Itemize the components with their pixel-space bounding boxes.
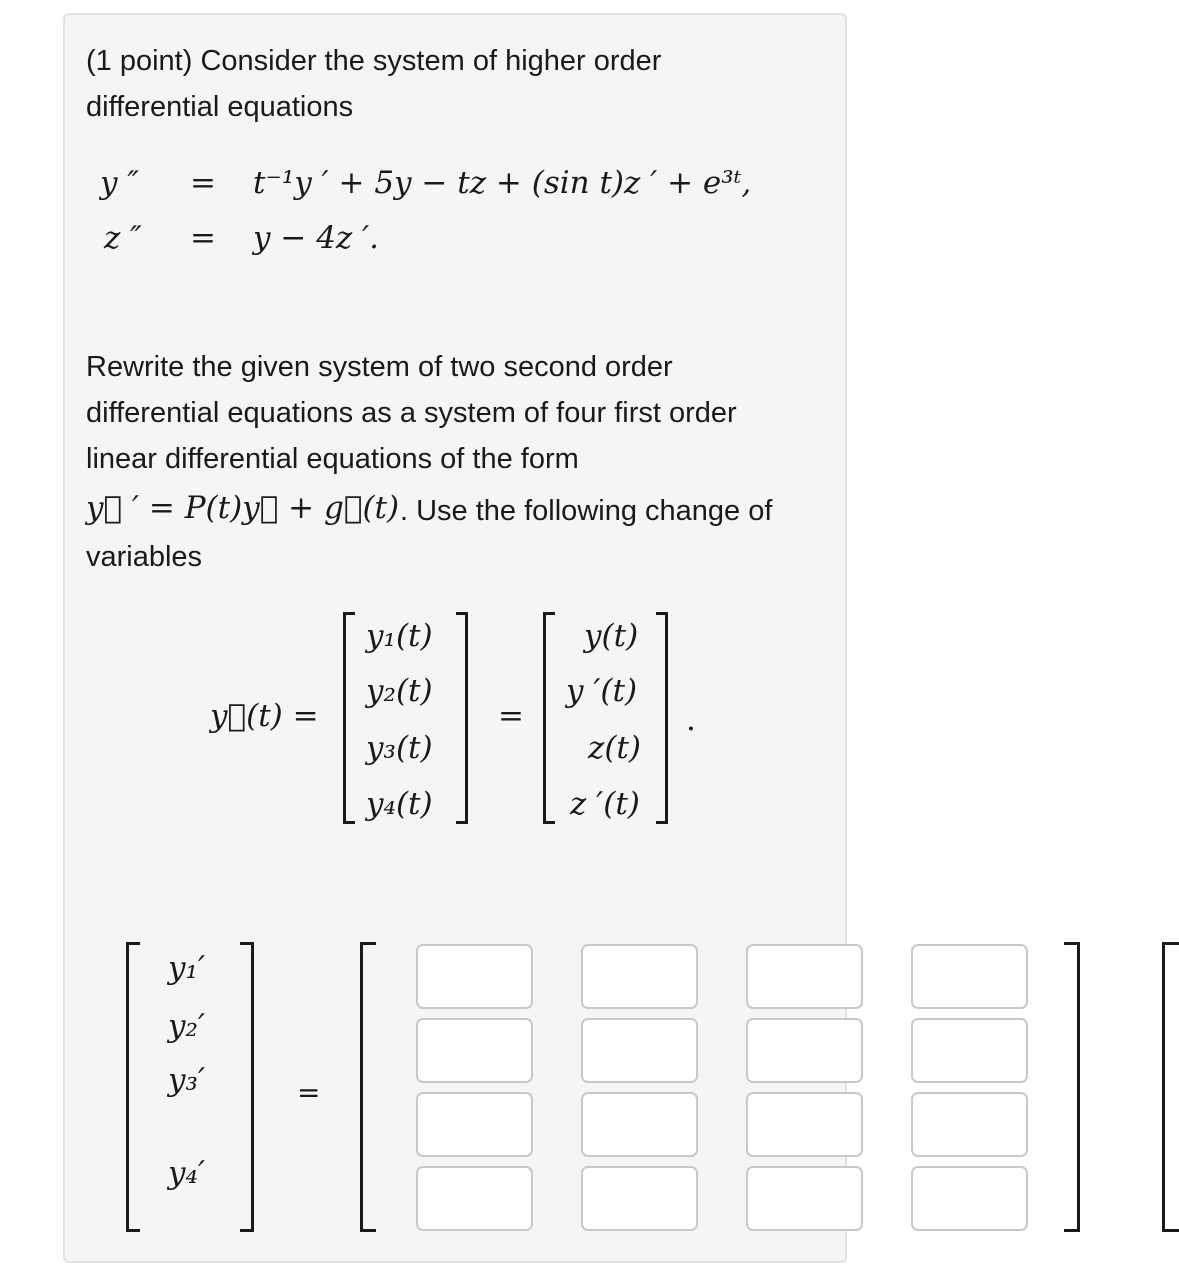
cov-middle-y1: y₁(t) bbox=[366, 618, 433, 654]
answer-lhs-y1prime: y₁′ bbox=[168, 950, 205, 986]
answer-equals: = bbox=[297, 1076, 321, 1109]
cov-middle-right-bracket bbox=[456, 612, 468, 824]
matrix-left-bracket bbox=[360, 942, 376, 1232]
eq1-lhs: y ″ bbox=[100, 165, 139, 201]
eq1-rhs: t⁻¹y ′ + 5y − tz + (sin t)z ′ + e³ᵗ, bbox=[253, 165, 752, 201]
eq2-equals: = bbox=[190, 220, 216, 256]
matrix-input-r2-c2[interactable] bbox=[581, 1018, 698, 1083]
matrix-input-r1-c2[interactable] bbox=[581, 944, 698, 1009]
matrix-input-r4-c3[interactable] bbox=[746, 1166, 863, 1231]
intro-text-line2: differential equations bbox=[86, 91, 354, 123]
system-form-formula: y⃗ ′ = P(t)y⃗ + g⃗(t) bbox=[86, 490, 400, 526]
matrix-input-r4-c2[interactable] bbox=[581, 1166, 698, 1231]
matrix-input-r1-c4[interactable] bbox=[911, 944, 1028, 1009]
para-line4-tail: . Use the following change of bbox=[400, 495, 773, 527]
cov-equals: = bbox=[498, 698, 524, 734]
answer-lhs-y2prime: y₂′ bbox=[168, 1008, 205, 1044]
eq1-equals: = bbox=[190, 165, 216, 201]
cov-middle-y2: y₂(t) bbox=[366, 673, 433, 709]
matrix-input-r3-c3[interactable] bbox=[746, 1092, 863, 1157]
cov-middle-y3: y₃(t) bbox=[366, 730, 433, 766]
answer-lhs-y3prime: y₃′ bbox=[168, 1062, 205, 1098]
cov-right-left-bracket bbox=[543, 612, 555, 824]
intro-text-line1: (1 point) Consider the system of higher order bbox=[86, 45, 662, 77]
matrix-right-bracket bbox=[1064, 942, 1080, 1232]
eq2-rhs: y − 4z ′. bbox=[253, 220, 379, 256]
answer-lhs-left-bracket bbox=[126, 942, 140, 1232]
cov-lhs: y⃗(t) = bbox=[210, 698, 319, 734]
cov-right-yprime: y ′(t) bbox=[566, 673, 638, 709]
cov-middle-y4: y₄(t) bbox=[366, 786, 433, 822]
eq2-lhs: z ″ bbox=[104, 220, 142, 256]
matrix-input-r2-c3[interactable] bbox=[746, 1018, 863, 1083]
cov-right-zprime: z ′(t) bbox=[570, 786, 640, 822]
matrix-input-r1-c3[interactable] bbox=[746, 944, 863, 1009]
matrix-input-r4-c4[interactable] bbox=[911, 1166, 1028, 1231]
cov-right-y: y(t) bbox=[584, 618, 639, 654]
para-line1: Rewrite the given system of two second order bbox=[86, 351, 673, 383]
answer-lhs-y4prime: y₄′ bbox=[168, 1155, 205, 1191]
matrix-input-r2-c1[interactable] bbox=[416, 1018, 533, 1083]
cov-middle-left-bracket bbox=[343, 612, 355, 824]
cov-right-z: z(t) bbox=[588, 730, 641, 766]
para-line5: variables bbox=[86, 541, 203, 573]
matrix-input-r1-c1[interactable] bbox=[416, 944, 533, 1009]
matrix-input-r2-c4[interactable] bbox=[911, 1018, 1028, 1083]
para-line2: differential equations as a system of four first order bbox=[86, 397, 737, 429]
matrix-input-r3-c2[interactable] bbox=[581, 1092, 698, 1157]
matrix-input-r4-c1[interactable] bbox=[416, 1166, 533, 1231]
next-matrix-left-bracket bbox=[1162, 942, 1179, 1232]
matrix-input-r3-c1[interactable] bbox=[416, 1092, 533, 1157]
cov-period: . bbox=[686, 702, 696, 738]
cov-right-right-bracket bbox=[656, 612, 668, 824]
para-line3: linear differential equations of the form bbox=[86, 443, 579, 475]
matrix-input-r3-c4[interactable] bbox=[911, 1092, 1028, 1157]
answer-lhs-right-bracket bbox=[240, 942, 254, 1232]
